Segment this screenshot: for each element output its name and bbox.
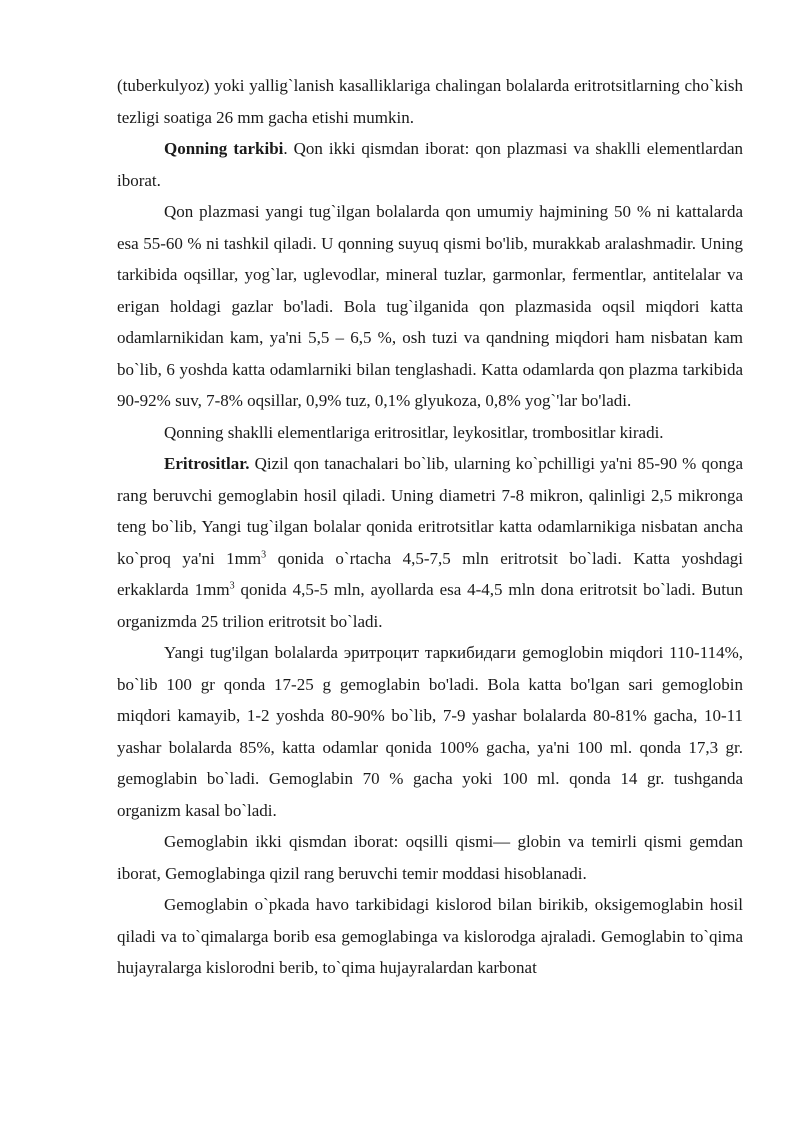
paragraph-blood-composition — [117, 133, 743, 196]
paragraph-text: Yangi tug'ilgan bolalarda эритроцит таркибидаги gemoglobin miqdori 110-114%, bo`lib 100 gr qonda 17-25 g gemoglabin bo'ladi. Bola katta bo'lgan sari gemoglobin miqdori kamayib, 1-2 yoshda 80-90% bo`lib, 7-9 yashar bolalarda 80-81% gacha, 10-11 yashar bolalarda 85%, katta odamlar qonida 100% gacha, ya'ni 100 ml. qonda 17,3 gr. gemoglabin bo`ladi. Gemoglabin 70 % gacha yoki 100 ml. qonda 14 gr. tushganda organizm kasal bo`ladi. — [117, 643, 743, 820]
paragraph-text: qonida 4,5-5 mln, ayollarda esa 4-4,5 mln dona eritrotsit bo`ladi. Butun organizmda 25 trilion eritrotsit bo`ladi. — [117, 580, 743, 631]
paragraph-text: Gemoglabin ikki qismdan iborat: oqsilli qismi— globin va temirli qismi gemdan iborat, Gemoglabinga qizil rang beruvchi temir moddasi hisoblanadi. — [117, 832, 743, 883]
document-page — [117, 70, 743, 984]
paragraph-plasma — [117, 196, 743, 417]
paragraph-text: Gemoglabin o`pkada havo tarkibidagi kislorod bilan birikib, oksigemoglabin hosil qiladi va to`qimalarga borib esa gemoglabinga va kislorodga ajraladi. Gemoglabin to`qima hujayralarga kislorodni berib, to`qima hujayralardan karbonat — [117, 895, 743, 977]
paragraph-text: Qonning shaklli elementlariga eritrositlar, leykositlar, trombositlar kiradi. — [164, 422, 664, 442]
paragraph-text: Qon plazmasi yangi tug`ilgan bolalarda qon umumiy hajmining 50 % ni kattalarda esa 55-60 % ni tashkil qiladi. U qonning suyuq qismi bo'lib, murakkab aralashmadir. Uning tarkibida oqsillar, yog`lar, uglevodlar, mineral tuzlar, garmonlar, fermentlar, antitelalar va erigan holdagi gazlar bo'ladi. Bola tug`ilganida qon plazmasida oqsil miqdori katta odamlarnikidan kam, ya'ni 5,5 – 6,5 %, osh tuzi va qandning miqdori ham nisbatan kam bo`lib, 6 yoshda katta odamlarniki bilan tenglashadi. Katta odamlarda qon plazma tarkibida 90-92% suv, 7-8% oqsillar, 0,9% tuz, 0,1% glyukoza, 0,8% yog`'lar bo'ladi. — [117, 202, 743, 410]
paragraph-text: Qizil qon tanachalari bo`lib, ularning ko`pchilligi ya'ni 85-90 % qonga rang beruvchi gemoglabin hosil qiladi. Uning diametri 7-8 mikron, qalinligi 2,5 mikronga teng bo`lib, Yangi tug`ilgan bolalar qonida eritrotsitlar katta odamlarnikiga nisbatan ancha ko`proq ya'ni 1mm — [117, 454, 743, 568]
paragraph-text: (tuberkulyoz) yoki yallig`lanish kasalliklariga chalingan bolalarda eritrotsitlarning cho`kish tezligi soatiga 26 mm gacha etishi mumkin. — [117, 76, 743, 127]
heading-erythrocytes: Eritrositlar. — [164, 454, 250, 473]
paragraph-text: . Qon ikki qismdan iborat: qon plazmasi va shaklli elementlardan iborat. — [117, 139, 743, 190]
paragraph-hemoglobin-parts — [117, 826, 743, 889]
paragraph-erythrocytes — [117, 448, 743, 637]
paragraph-esr — [117, 70, 743, 133]
heading-blood-composition: Qonning tarkibi — [164, 139, 284, 158]
paragraph-text: qonida o`rtacha 4,5-7,5 mln eritrotsit bo`ladi. Katta yoshdagi erkaklarda 1mm — [117, 548, 743, 599]
paragraph-formed-elements — [117, 417, 743, 449]
superscript: 3 — [261, 548, 267, 560]
paragraph-oxyhemoglobin — [117, 889, 743, 984]
paragraph-hemoglobin-levels — [117, 637, 743, 826]
superscript: 3 — [229, 580, 235, 592]
